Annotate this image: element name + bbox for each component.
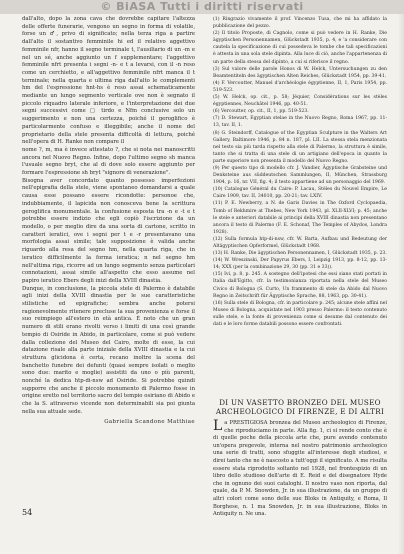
footnote: (13) H. Ranke, Die ägyptischen Personennamen, I, Glückstadt 1935, p. 23. — [213, 251, 387, 257]
footnotes-column — [213, 16, 387, 328]
footnote: (5) W. Helck, op. cit., p. 58; Jéquier, Considérations sur les stèles égyptiennes, Neuchâtel 1946, pp. 40-51. — [213, 95, 387, 108]
drop-cap: L — [213, 418, 223, 434]
section-body — [213, 420, 387, 519]
author-signature: Gabriella Scandone Matthiae — [104, 418, 195, 425]
left-column — [22, 16, 195, 426]
footnote: (12) Sulla formula htp-di-nsw, cfr. W. Barta, Aufbau und Bedeutung der Altägyptischen Opferformel, Glückstadt 1968. — [213, 236, 387, 249]
footnote: (1) Ringrazio vivamente il prof. Vincenzo Tusa, che mi ha affidato la pubblicazione del pezzo. — [213, 17, 387, 30]
footnote: (8) G. Steindorff, Catalogue of the Egyptian Sculpture in the Walters Art Gallery, Baltimore 1946, p. 84 n. 187, pl. LII. La stessa stela menzionata nel testo sia più tarda rispetto alla stele di Palermo, la struttura è simile, tanto che si tratta di una stele di un artigiano dell'epoca in quanto la parte superiore non presenta il modello del Nuovo Regno. — [213, 130, 387, 164]
footnote: (10) Catalogue Général du Caire: P. Lacau, Stèles du Nouvel Empire, Le Caire 1909, tav. II, 34010, pp. 20-21; tav. LXIV. — [213, 187, 387, 200]
page-number: 54 — [22, 508, 33, 517]
section-title: DI UN VASETTO BRONZEO DEL MUSEO ARCHEOLOGICO DI FIRENZE, E DI ALTRI — [215, 398, 385, 416]
footnote: (11) P. E. Newberry, a N. de Garis Davies in The Oxford Cyclopaedia, Tomb of Rekhmire at Thebes, New York 1943, pl. XLII-XLVI; p. 45; anche le stele e anteriori databile ai principi della XVIII dinastia non presentano ancora il testo di Palermo (F. E. Schonaf, The Temples of Abydos, Londra 1928). — [213, 201, 387, 235]
footnote: (16) Sulla stele di Bologna, cfr. in particolare p. 245; alcune stele affini nel Museo di Bologna, acquistate nel 1903 presso Palermo: il testo contenuto sulle stele, e la fonte di provenienza come si desume dal contenuto dei dati e le loro forme databili possono essere confrontati. — [213, 300, 387, 328]
footnote: (3) Sul valore delle parole Honos di W. Helck, Untersuchungen zu den Beamtentiteln des ägyptischen Alten Reiches, Glückstadt 1954, pp. 39-41. — [213, 66, 387, 79]
left-paragraph: Dunque, in conclusione, la piccola stele di Palermo è databile agli inizi della XVIII dinastia per le sue caratteristiche stilistiche ed epigrafiche; sembra anche potersi ragionevolmente ritenere precluse la sua provenienza e forse il suo reimpiego all'estero in età antica. È noto che un gran numero di stili erano rivolti verso i limiti di una così grande tempio di Osiride in Abido, in particolare, come si può vedere dalla collezione del Museo del Cairo, molte di esse, la cui datazione risale alla parte iniziale della XVIII dinastia e la cui struttura glicidona è certa, recano inoltre la scena del banchetto funebre dei defunti (quasi sempre isolati o meglio sono due: marito e moglie) assistiti da uno o più parenti, nonché la dedica htp-di-nsw ad Osiride. Si potrebbe quindi supporre che anche il piccolo monumento di Palermo fosse in origine eretto nel territorio sacro del tempio osiriano di Abido e che la S. attraverso vicende non determinabili sia poi giunta nella sua attuale sede. — [22, 285, 195, 415]
footnote: (9) Per questo tipo di modello cfr. J. Vandier, Ägyptische Grabsteine und Denksteine aus süddeutschen Sammlungen, II, München, Strassburg 1904, p. 16, nr. VII, fig. 4; il testo appartiene ad un personaggio del 1969. — [213, 165, 387, 186]
left-paragraph: nome ?, m, ma è invece attestato ?, che si nota nei manoscritti ancora nel Nuovo Regno. Infine, dopo l'ultimo segno sh manca l'usuale segno bryt, che al di dove solo essere aggiunto per formare l'espressione sh bryt "signore di venerazione". — [22, 146, 195, 177]
footnote: (14) W. Wreszinski, Der Papyrus Ebers, I, Leipzig 1913, pp. 8-12, pp. 13-14; XXX (per la combinazione 29, 30 (pp. 31 e 33)). — [213, 258, 387, 271]
footnote: (15) Ivi, p. 8, p. 245. A sostegno dell'ipotesi che essi siano stati portati in Italia dall'Egitto, cfr. la testimonianza riportata nella stele del Museo Civico di Bologna (S. Curto, Un frammento di stele da Abido dal Nuovo Regno in Zeitschrift für Ägyptische Sprache, 88, 1963, pp. 30-41). — [213, 272, 387, 299]
watermark-banner: © BiASA Tutti i diritti riservati — [0, 0, 404, 14]
footnote: (4) F. Vercoutter, Manuel d'archéologie égyptienne, II, 1, Paris 1954, pp. 519-523. — [213, 80, 387, 93]
left-paragraph: dall'alto, dopo la zona cava che dovrebbe capitare l'altezza delle offerte funerarie, vengono un segno in forma di volatile, forse un ♂, privo di significato; nella terza riga a partire dall'alto il sostantivo femminile hi ed il relativo aggettivo femminile nfr, hanno il segno terminale t, l'ausiliario di un -m e nel un sé, anche aggiunto un f supplementare; l'aggettivo femminile nfrt presenta i segni -n- e t a levarsi, con il -n reso come un cerchietto, e all'aggettivo femminile nfrt manca il t terminale; nella quarta e ultima riga dall'alto le complementi hm del l'espressione hnt-hs è reso assai schematicamente mediante un lungo segmento verticale ove non è segnato il piccolo riquadro laterale inferiore, e l'interpretazione dei due segni successivi come □ tirdo e Nfm conclusive solo un suggerimento e non una certezza, poiché il geroglifico è particolarmente confuso e illeggibile; anche il nome del proprietario della stele presenta difficoltà di lettura, poiché nell'opera di H. Ranke non compare il — [22, 16, 195, 146]
footnote: (6) Vercoutter, op. cit., II, 1, pp. 519-523. — [213, 109, 309, 115]
section-text: a PRESTIGIOSA bronzea del Museo archeologico di Firenze, che riproduciamo in parte. Alla fig. 1, ci si rende conto che è di quelle poche della piccola arte che, pure avendo contenuto un'opera pregevole, interna nel nostro patrimonio archeologico una serie di tratti, sono sfuggite all'interesse degli studiosi, e direi tanto che ne è nascosto a tutt'oggi il significato. A me risulta essere stata riprodotto soltanto nel 1928, nel frontespizio di un libro dello studioso dell'arte di E. Reid e del disegnatore Hyde che in ognuno dei suoi cataloghi. Il nostro vaso non riporta, dal quale, da P. M. Snowden, Jr. in sua illustrazione, da un gruppo di altri colori come sono delle sue Bloks in Antiquity, e Roma, Il Borghese, n. 1 ma Snowden, Jr. in sua illustrazione, Bloks in Antiquity n. Ne una. — [213, 420, 387, 518]
footnote: (2) Il titolo Proposte, di Cagnolo, come si può vedere in H. Ranke, Die ägyptischen Personennamen, Glückstadt 1935, p. 4, e 'a considerare con cautela la specificazione di cui possedeva le tombe che tali specificazioni è attesta in una sola stele dipinta. Alla luce di ciò, anche l'appartenenza di un parte della stessa del dipinto, a cui si riferisce il regno. — [213, 31, 387, 65]
left-paragraph: Bisogna aver concordato quanto possesso imperfezioni nell'epigrafia della stele, viene spontaneo domandarsi a quale causa esse possano essere ricondotte: personoe che, indubbiamente, il lapicida non conosceva bene la scrittura geroglifica monumentale. la confusione esposta tra -n e -t e t potrebbe essere indizio che egli copiò l'iscrizione da un modello, o per meglio dire da una sorta di cartone, scritto in caratteri ieratici, ove i segni per t e -r presentavano una morfologia assai simile; tale supposizione è valida anche riguardo alla resa del segno hm, nella quarta riga, che in ieratico difficilmente la forma ieratica; n nel segno hm nell'ultima riga, ricorre ad un lungo segmento senza particolari connotazioni, assai simile all'aspetto che esso assume nel papiro ieratico Ebers degli inizi della XVIII dinastia. — [22, 177, 195, 284]
footnote: (7) D. Stewart, Egyptian stelae in the Nuovo Regno, Roma 1967, pp. 11-13, tav. II, 1. — [213, 116, 387, 129]
scan-edge-shadow — [398, 14, 404, 554]
